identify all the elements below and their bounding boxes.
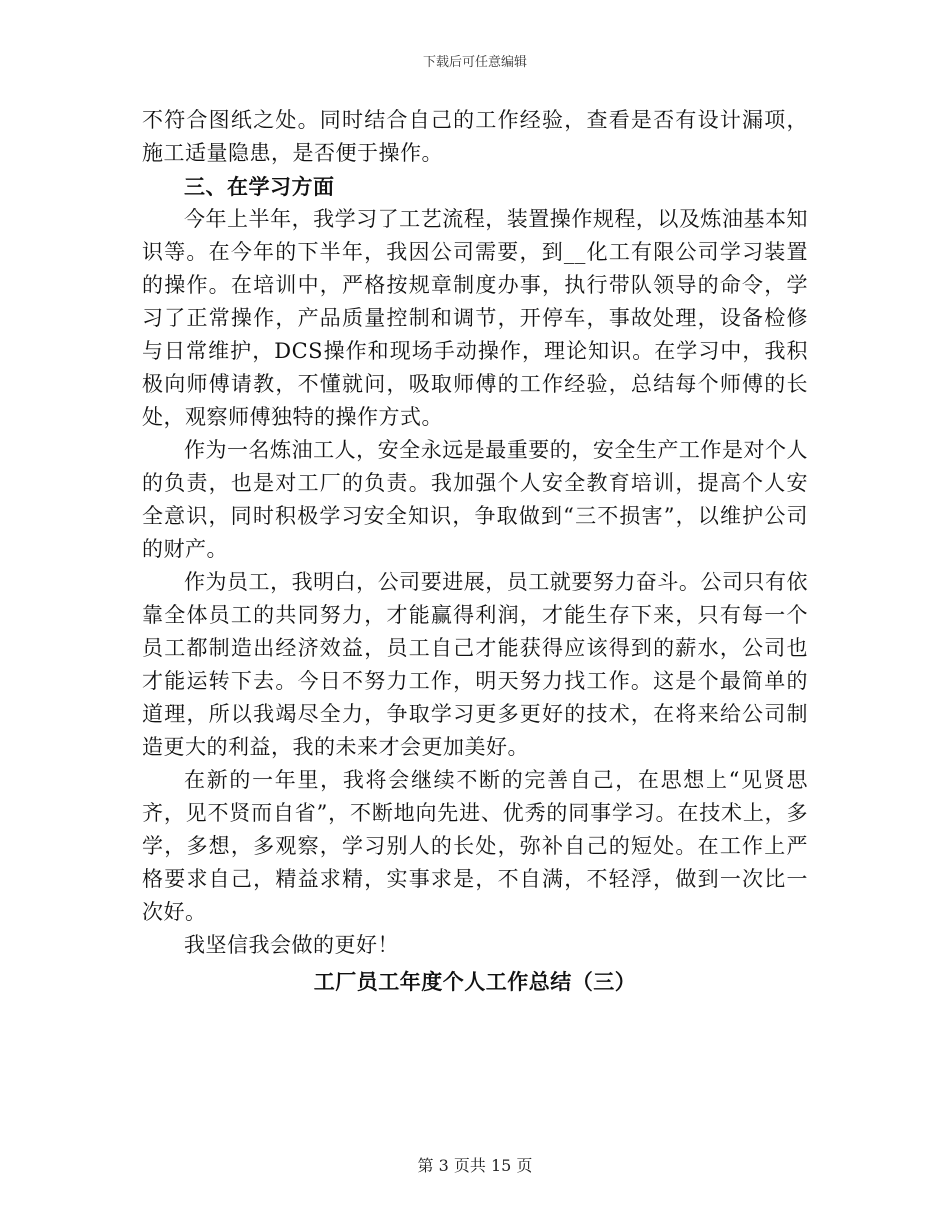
page-header: 下载后可任意编辑 [422,55,527,70]
body-paragraph-2: 作为一名炼油工人，安全永远是最重要的，安全生产工作是对个人的负责，也是对工厂的负责。我加强个人安全教育培训，提高个人安全意识，同时积极学习安全知识，争取做到“三不损害”，以维护公司的财产。 [142,438,808,561]
body-paragraph-4: 在新的一年里，我将会继续不断的完善自己，在思想上“见贤思齐，见不贤而自省”，不断地向先进、优秀的同事学习。在技术上，多学，多想，多观察，学习别人的长处，弥补自己的短处。在工作上严格要求自己，精益求精，实事求是，不自满，不轻浮，做到一次比一次好。 [142,768,808,924]
body-paragraph-3: 作为员工，我明白，公司要进展，员工就要努力奋斗。公司只有依靠全体员工的共同努力，才能赢得利润，才能生存下来，只有每一个员工都制造出经济效益，员工自己才能获得应该得到的薪水，公司也才能运转下去。今日不努力工作，明天努力找工作。这是个最简单的道理，所以我竭尽全力，争取学习更多更好的技术，在将来给公司制造更大的利益，我的未来才会更加美好。 [142,570,808,759]
continuation-paragraph: 不符合图纸之处。同时结合自己的工作经验，查看是否有设计漏项，施工适量隐患，是否便于操作。 [142,108,808,165]
document-body [142,104,808,1002]
page-footer: 第 3 页共 15 页 [417,1156,533,1175]
body-paragraph-5: 我坚信我会做的更好！ [184,933,399,957]
section-heading: 三、在学习方面 [184,174,335,199]
body-paragraph-1: 今年上半年，我学习了工艺流程，装置操作规程，以及炼油基本知识等。在今年的下半年，我因公司需要，到__化工有限公司学习装置的操作。在培训中，严格按规章制度办事，执行带队领导的命令，学习了正常操作，产品质量控制和调节，开停车，事故处理，设备检修与日常维护，DCS操作和现场手动操作，理论知识。在学习中，我积极向师傅请教，不懂就问，吸取师傅的工作经验，总结每个师傅的长处，观察师傅独特的操作方式。 [142,207,808,429]
next-document-title: 工厂员工年度个人工作总结（三） [313,969,637,994]
